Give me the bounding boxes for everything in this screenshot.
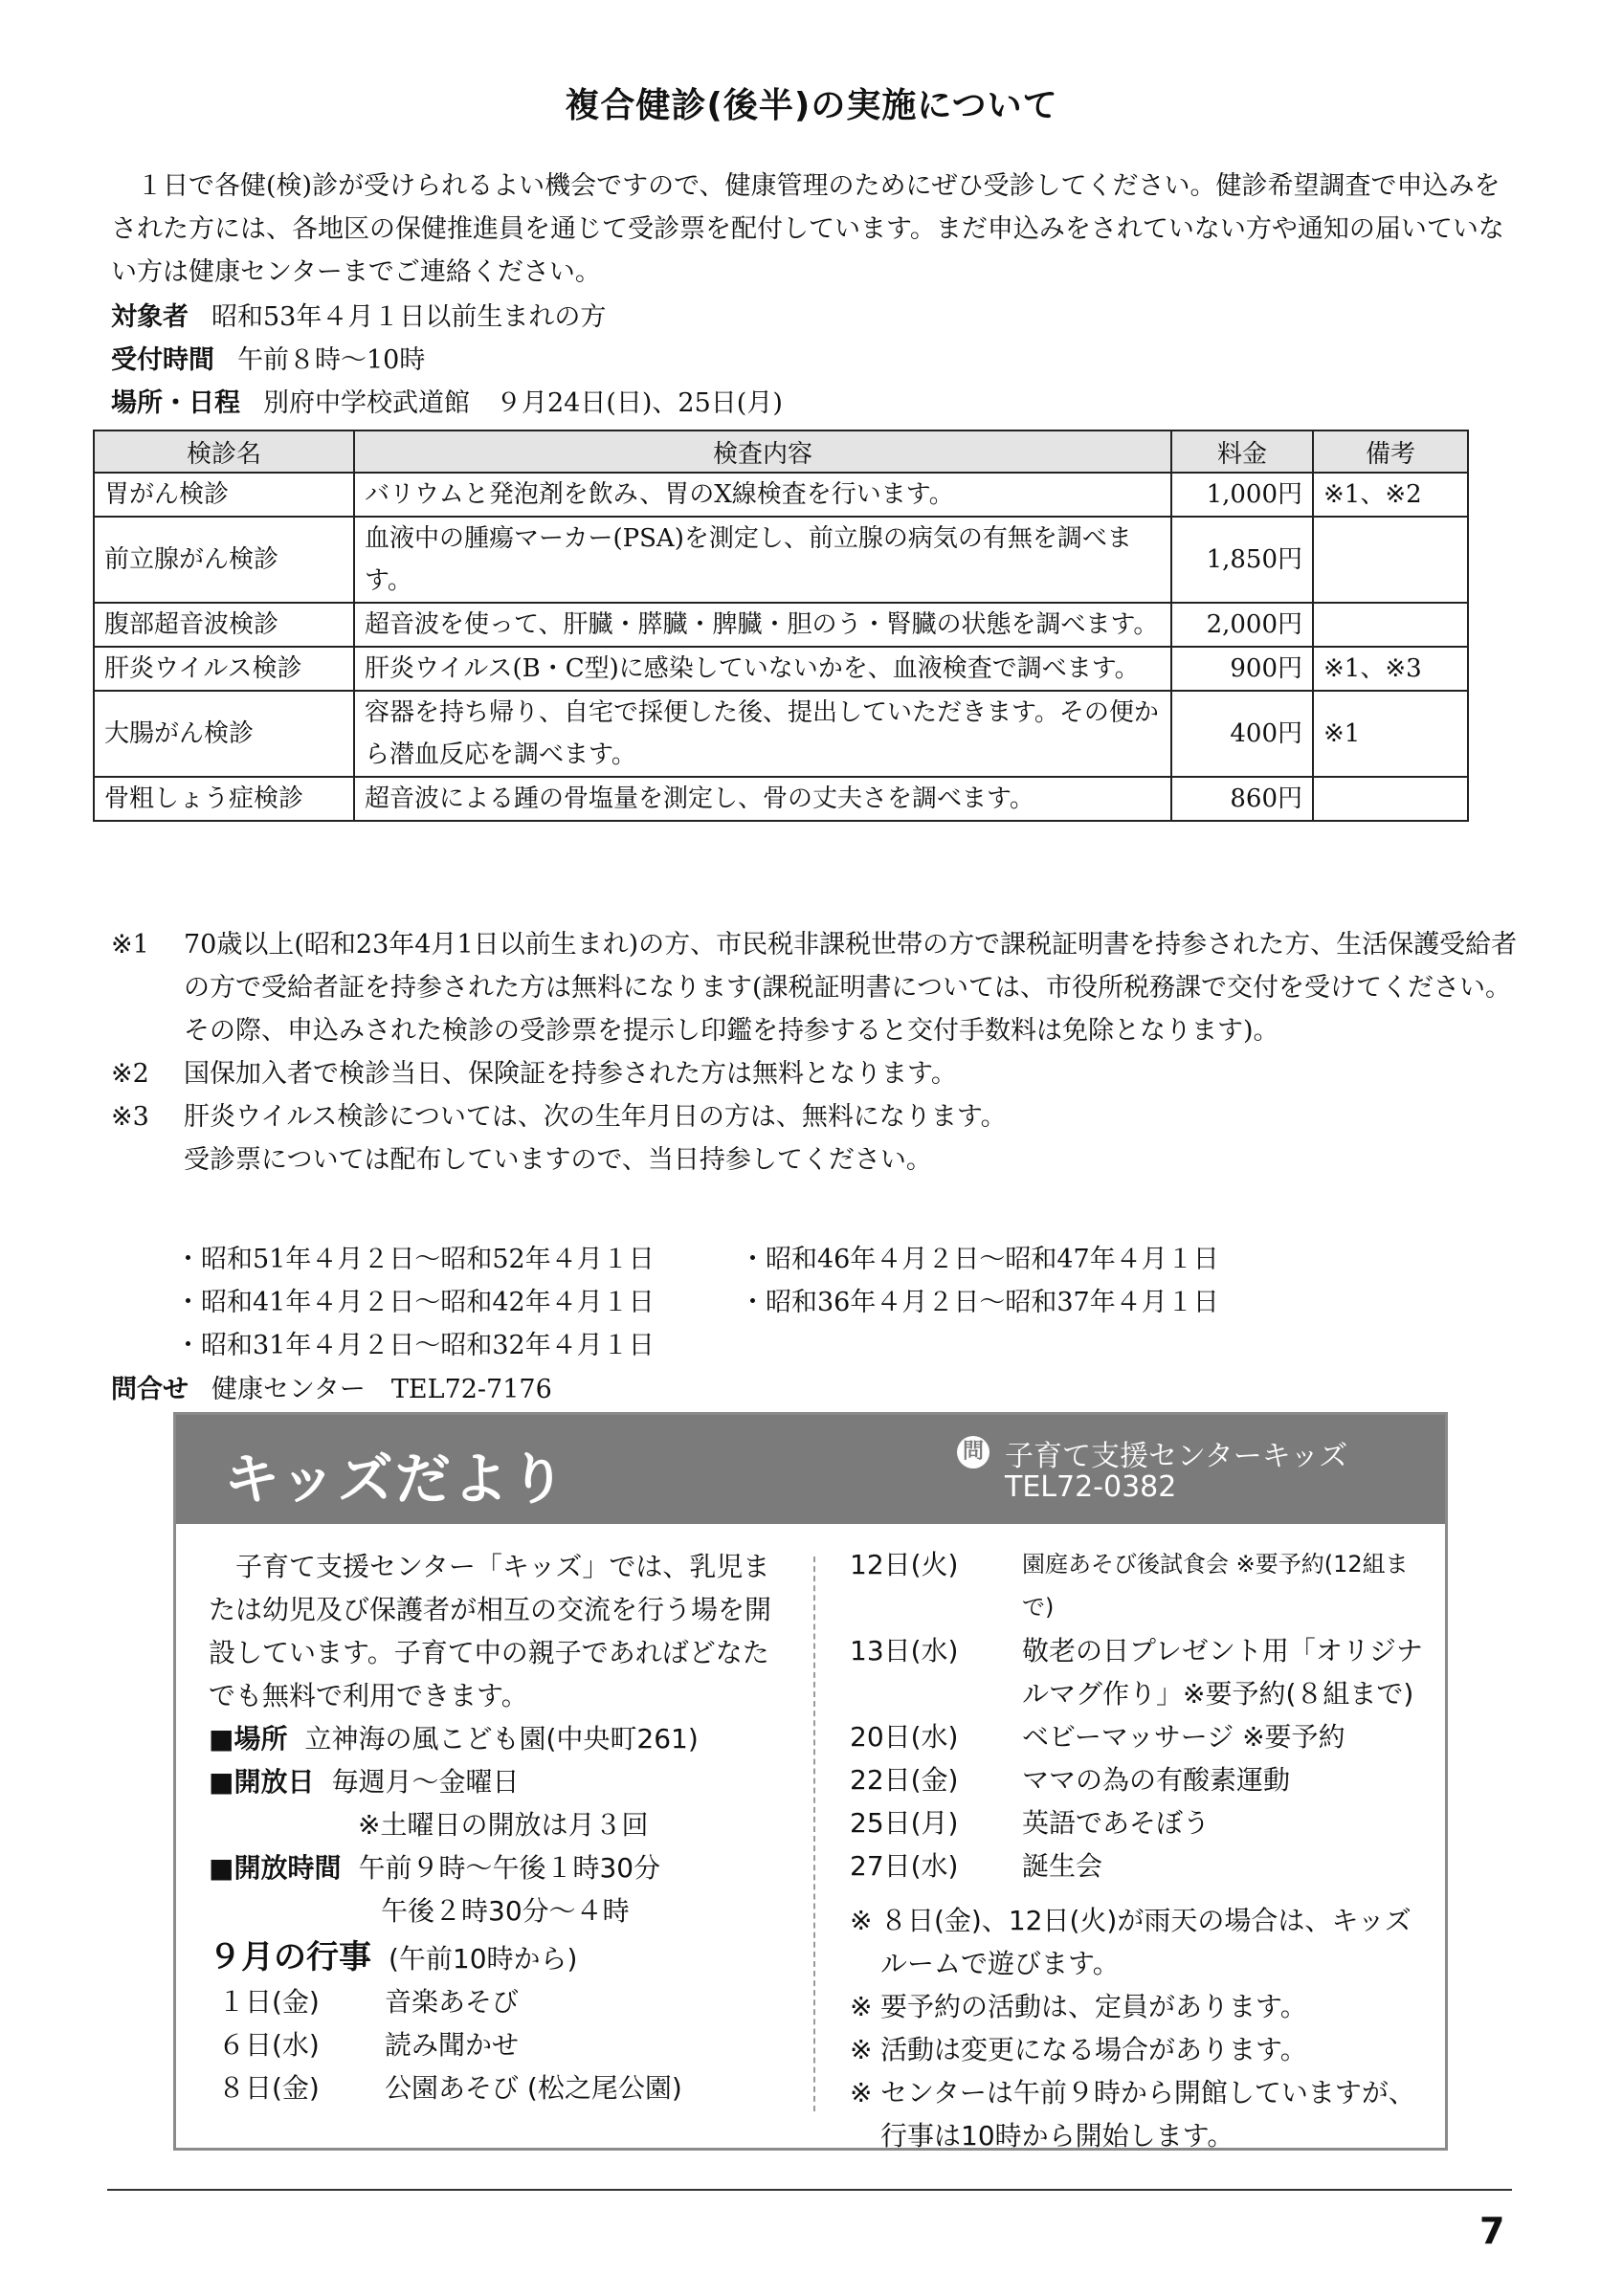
exam-name: 胃がん検診 — [94, 473, 354, 517]
table-row — [94, 647, 1468, 691]
exam-desc: 容器を持ち帰り、自宅で採便した後、提出していただきます。その便から潜血反応を調べます。 — [354, 691, 1171, 777]
kids-open-time — [209, 1846, 783, 1889]
event-date: ８日(金) — [218, 2072, 320, 2104]
kids-open-days — [209, 1760, 783, 1803]
events-time-note: (午前10時から) — [389, 1943, 578, 1975]
kids-time-value-1: 午前９時～午後１時30分 — [358, 1852, 661, 1884]
contact-line — [111, 1368, 552, 1405]
kids-newsletter-box — [173, 1412, 1448, 2151]
place-label: 場所・日程 — [111, 388, 240, 418]
table-row — [94, 691, 1468, 777]
kids-place-value: 立神海の風こども園(中央町261) — [304, 1723, 699, 1755]
table-row — [94, 473, 1468, 517]
table-row — [94, 777, 1468, 821]
date-row — [175, 1281, 1419, 1324]
footnote-1 — [111, 923, 1523, 1052]
exam-note: ※1 — [1313, 691, 1468, 777]
footnote-3-sub: 受診票については配布していますので、当日持参してください。 — [184, 1145, 932, 1175]
event-item — [209, 1980, 783, 2023]
date-range: ・昭和31年４月２日～昭和32年４月１日 — [175, 1331, 655, 1360]
event-date: 13日(水) — [850, 1635, 959, 1667]
intro-paragraph: １日で各健(検)診が受けられるよい機会ですので、健康管理のためにぜひ受診してください。健診希望調査で申込みをされた方には、各地区の保健推進員を通じて受診票を配付しています。まだ申込みをされていない方や通知の届いていない方は健康センターまでご連絡ください。 — [111, 171, 1504, 287]
event-date: ６日(水) — [218, 2029, 320, 2061]
date-range: ・昭和41年４月２日～昭和42年４月１日 — [175, 1288, 655, 1317]
exam-fee: 2,000円 — [1171, 603, 1313, 647]
footnote-2 — [111, 1052, 1523, 1095]
exam-fee: 900円 — [1171, 647, 1313, 691]
kids-left-column — [209, 1545, 783, 2109]
exam-fee: 400円 — [1171, 691, 1313, 777]
event-item — [850, 1543, 1424, 1629]
header-exam-content: 検査内容 — [354, 430, 1171, 473]
event-date: 12日(火) — [850, 1549, 959, 1580]
header-fee: 料金 — [1171, 430, 1313, 473]
kids-place-label: ■場所 — [209, 1723, 288, 1755]
event-name: ママの為の有酸素運動 — [1022, 1764, 1291, 1796]
kids-place — [209, 1717, 783, 1760]
event-name: 読み聞かせ — [385, 2029, 520, 2061]
exam-desc: バリウムと発泡剤を飲み、胃のX線検査を行います。 — [354, 473, 1171, 517]
event-item — [850, 1801, 1424, 1844]
page-title: 複合健診(後半)の実施について — [565, 86, 1058, 125]
event-item — [209, 2066, 783, 2109]
remark-mark: ※ — [850, 1905, 873, 1936]
remark-mark: ※ — [850, 2077, 873, 2108]
kids-remark — [850, 2071, 1424, 2157]
exam-fee: 1,000円 — [1171, 473, 1313, 517]
date-range: ・昭和36年４月２日～昭和37年４月１日 — [740, 1288, 1219, 1317]
footnote-mark: ※1 — [111, 930, 149, 960]
event-name: ベビーマッサージ ※要予約 — [1022, 1721, 1345, 1753]
kids-tel: TEL72-0382 — [1005, 1470, 1177, 1504]
kids-remark — [850, 1899, 1424, 1985]
table-row — [94, 603, 1468, 647]
column-divider — [813, 1556, 815, 2111]
event-item — [209, 2023, 783, 2066]
target-line — [111, 298, 606, 337]
event-name: 敬老の日プレゼント用「オリジナルマグ作り」※要予約(８組まで) — [1022, 1635, 1423, 1710]
header-exam-name: 検診名 — [94, 430, 354, 473]
exam-note — [1313, 777, 1468, 821]
event-item — [850, 1629, 1424, 1715]
kids-remark — [850, 1985, 1424, 2028]
remark-text: ８日(金)、12日(火)が雨天の場合は、キッズルームで遊びます。 — [880, 1905, 1412, 1979]
event-name: 音楽あそび — [385, 1986, 520, 2018]
table-header-row — [94, 430, 1468, 473]
exam-name: 骨粗しょう症検診 — [94, 777, 354, 821]
footnote-text: 70歳以上(昭和23年4月1日以前生まれ)の方、市民税非課税世帯の方で課税証明書を持参された方、生活保護受給者の方で受給者証を持参された方は無料になります(課税証明書については、市役所税務課で交付を受けてください。その際、申込みされた検診の受診票を提示し印鑑を持参すると交付手数料は免除となります)。 — [184, 930, 1518, 1046]
exam-table — [93, 430, 1469, 822]
exam-desc: 超音波による踵の骨塩量を測定し、骨の丈夫さを調べます。 — [354, 777, 1171, 821]
event-name: 園庭あそび後試食会 ※要予約(12組まで) — [1022, 1551, 1409, 1621]
kids-events-title — [209, 1936, 783, 1980]
kids-intro: 子育て支援センター「キッズ」では、乳児または幼児及び保護者が相互の交流を行う場を開設しています。子育て中の親子であればどなたでも無料で利用できます。 — [209, 1551, 772, 1711]
event-date: 22日(金) — [850, 1764, 959, 1796]
event-name: 誕生会 — [1022, 1850, 1103, 1882]
event-item — [850, 1758, 1424, 1801]
header-remarks: 備考 — [1313, 430, 1468, 473]
kids-title: キッズだより — [224, 1446, 567, 1512]
hours-label: 受付時間 — [111, 345, 214, 375]
kids-open-note: ※土曜日の開放は月３回 — [358, 1809, 649, 1841]
event-date: 25日(月) — [850, 1807, 959, 1839]
table-row — [94, 517, 1468, 603]
remark-text: 活動は変更になる場合があります。 — [880, 2034, 1307, 2065]
date-range: ・昭和46年４月２日～昭和47年４月１日 — [740, 1245, 1219, 1274]
events-title-text: ９月の行事 — [209, 1938, 371, 1976]
date-range: ・昭和51年４月２日～昭和52年４月１日 — [175, 1245, 655, 1274]
kids-org-name: 子育て支援センターキッズ — [1005, 1440, 1348, 1473]
kids-time-label: ■開放時間 — [209, 1852, 342, 1884]
free-birthdate-list — [175, 1238, 1419, 1367]
event-date: 20日(水) — [850, 1721, 959, 1753]
event-name: 公園あそび (松之尾公園) — [385, 2072, 682, 2104]
date-row — [175, 1324, 1419, 1367]
place-value: 別府中学校武道館 ９月24日(日)、25日(月) — [263, 388, 783, 418]
event-item — [850, 1844, 1424, 1888]
remark-text: センターは午前９時から開館していますが、行事は10時から開始します。 — [880, 2077, 1415, 2152]
contact-label: 問合せ — [111, 1375, 189, 1404]
hours-line — [111, 342, 425, 380]
event-date: 27日(水) — [850, 1850, 959, 1882]
event-name: 英語であそぼう — [1022, 1807, 1211, 1839]
place-line — [111, 385, 783, 423]
kids-time-value-2: 午後２時30分～４時 — [381, 1895, 630, 1927]
exam-note — [1313, 603, 1468, 647]
exam-desc: 血液中の腫瘍マーカー(PSA)を測定し、前立腺の病気の有無を調べます。 — [354, 517, 1171, 603]
remark-mark: ※ — [850, 1991, 873, 2022]
target-label: 対象者 — [111, 302, 189, 332]
exam-desc: 超音波を使って、肝臓・膵臓・脾臓・胆のう・腎臓の状態を調べます。 — [354, 603, 1171, 647]
exam-name: 前立腺がん検診 — [94, 517, 354, 603]
contact-value: 健康センター TEL72-7176 — [211, 1375, 552, 1404]
page-number: 7 — [1479, 2210, 1505, 2252]
kids-open-label: ■開放日 — [209, 1766, 315, 1798]
footnote-mark: ※2 — [111, 1059, 149, 1089]
footnotes — [111, 923, 1523, 1181]
target-value: 昭和53年４月１日以前生まれの方 — [211, 302, 607, 332]
exam-note — [1313, 517, 1468, 603]
date-row — [175, 1238, 1419, 1281]
exam-name: 腹部超音波検診 — [94, 603, 354, 647]
footnote-3 — [111, 1095, 1523, 1138]
exam-fee: 1,850円 — [1171, 517, 1313, 603]
exam-note: ※1、※3 — [1313, 647, 1468, 691]
kids-right-column — [850, 1543, 1424, 2157]
footnote-text: 国保加入者で検診当日、保険証を持参された方は無料となります。 — [184, 1059, 957, 1089]
event-item — [850, 1715, 1424, 1758]
remark-mark: ※ — [850, 2034, 873, 2065]
exam-note: ※1、※2 — [1313, 473, 1468, 517]
exam-desc: 肝炎ウイルス(B・C型)に感染していないかを、血液検査で調べます。 — [354, 647, 1171, 691]
footnote-text: 肝炎ウイルス検診については、次の生年月日の方は、無料になります。 — [184, 1102, 1007, 1132]
exam-name: 肝炎ウイルス検診 — [94, 647, 354, 691]
footer-rule — [107, 2189, 1512, 2191]
exam-name: 大腸がん検診 — [94, 691, 354, 777]
inquiry-icon: 問 — [957, 1436, 989, 1468]
event-date: １日(金) — [218, 1986, 320, 2018]
exam-fee: 860円 — [1171, 777, 1313, 821]
remark-text: 要予約の活動は、定員があります。 — [880, 1991, 1307, 2022]
footnote-mark: ※3 — [111, 1102, 149, 1132]
kids-open-value: 毎週月～金曜日 — [331, 1766, 520, 1798]
kids-remark — [850, 2028, 1424, 2071]
kids-header — [176, 1415, 1445, 1524]
hours-value: 午前８時～10時 — [237, 345, 426, 375]
